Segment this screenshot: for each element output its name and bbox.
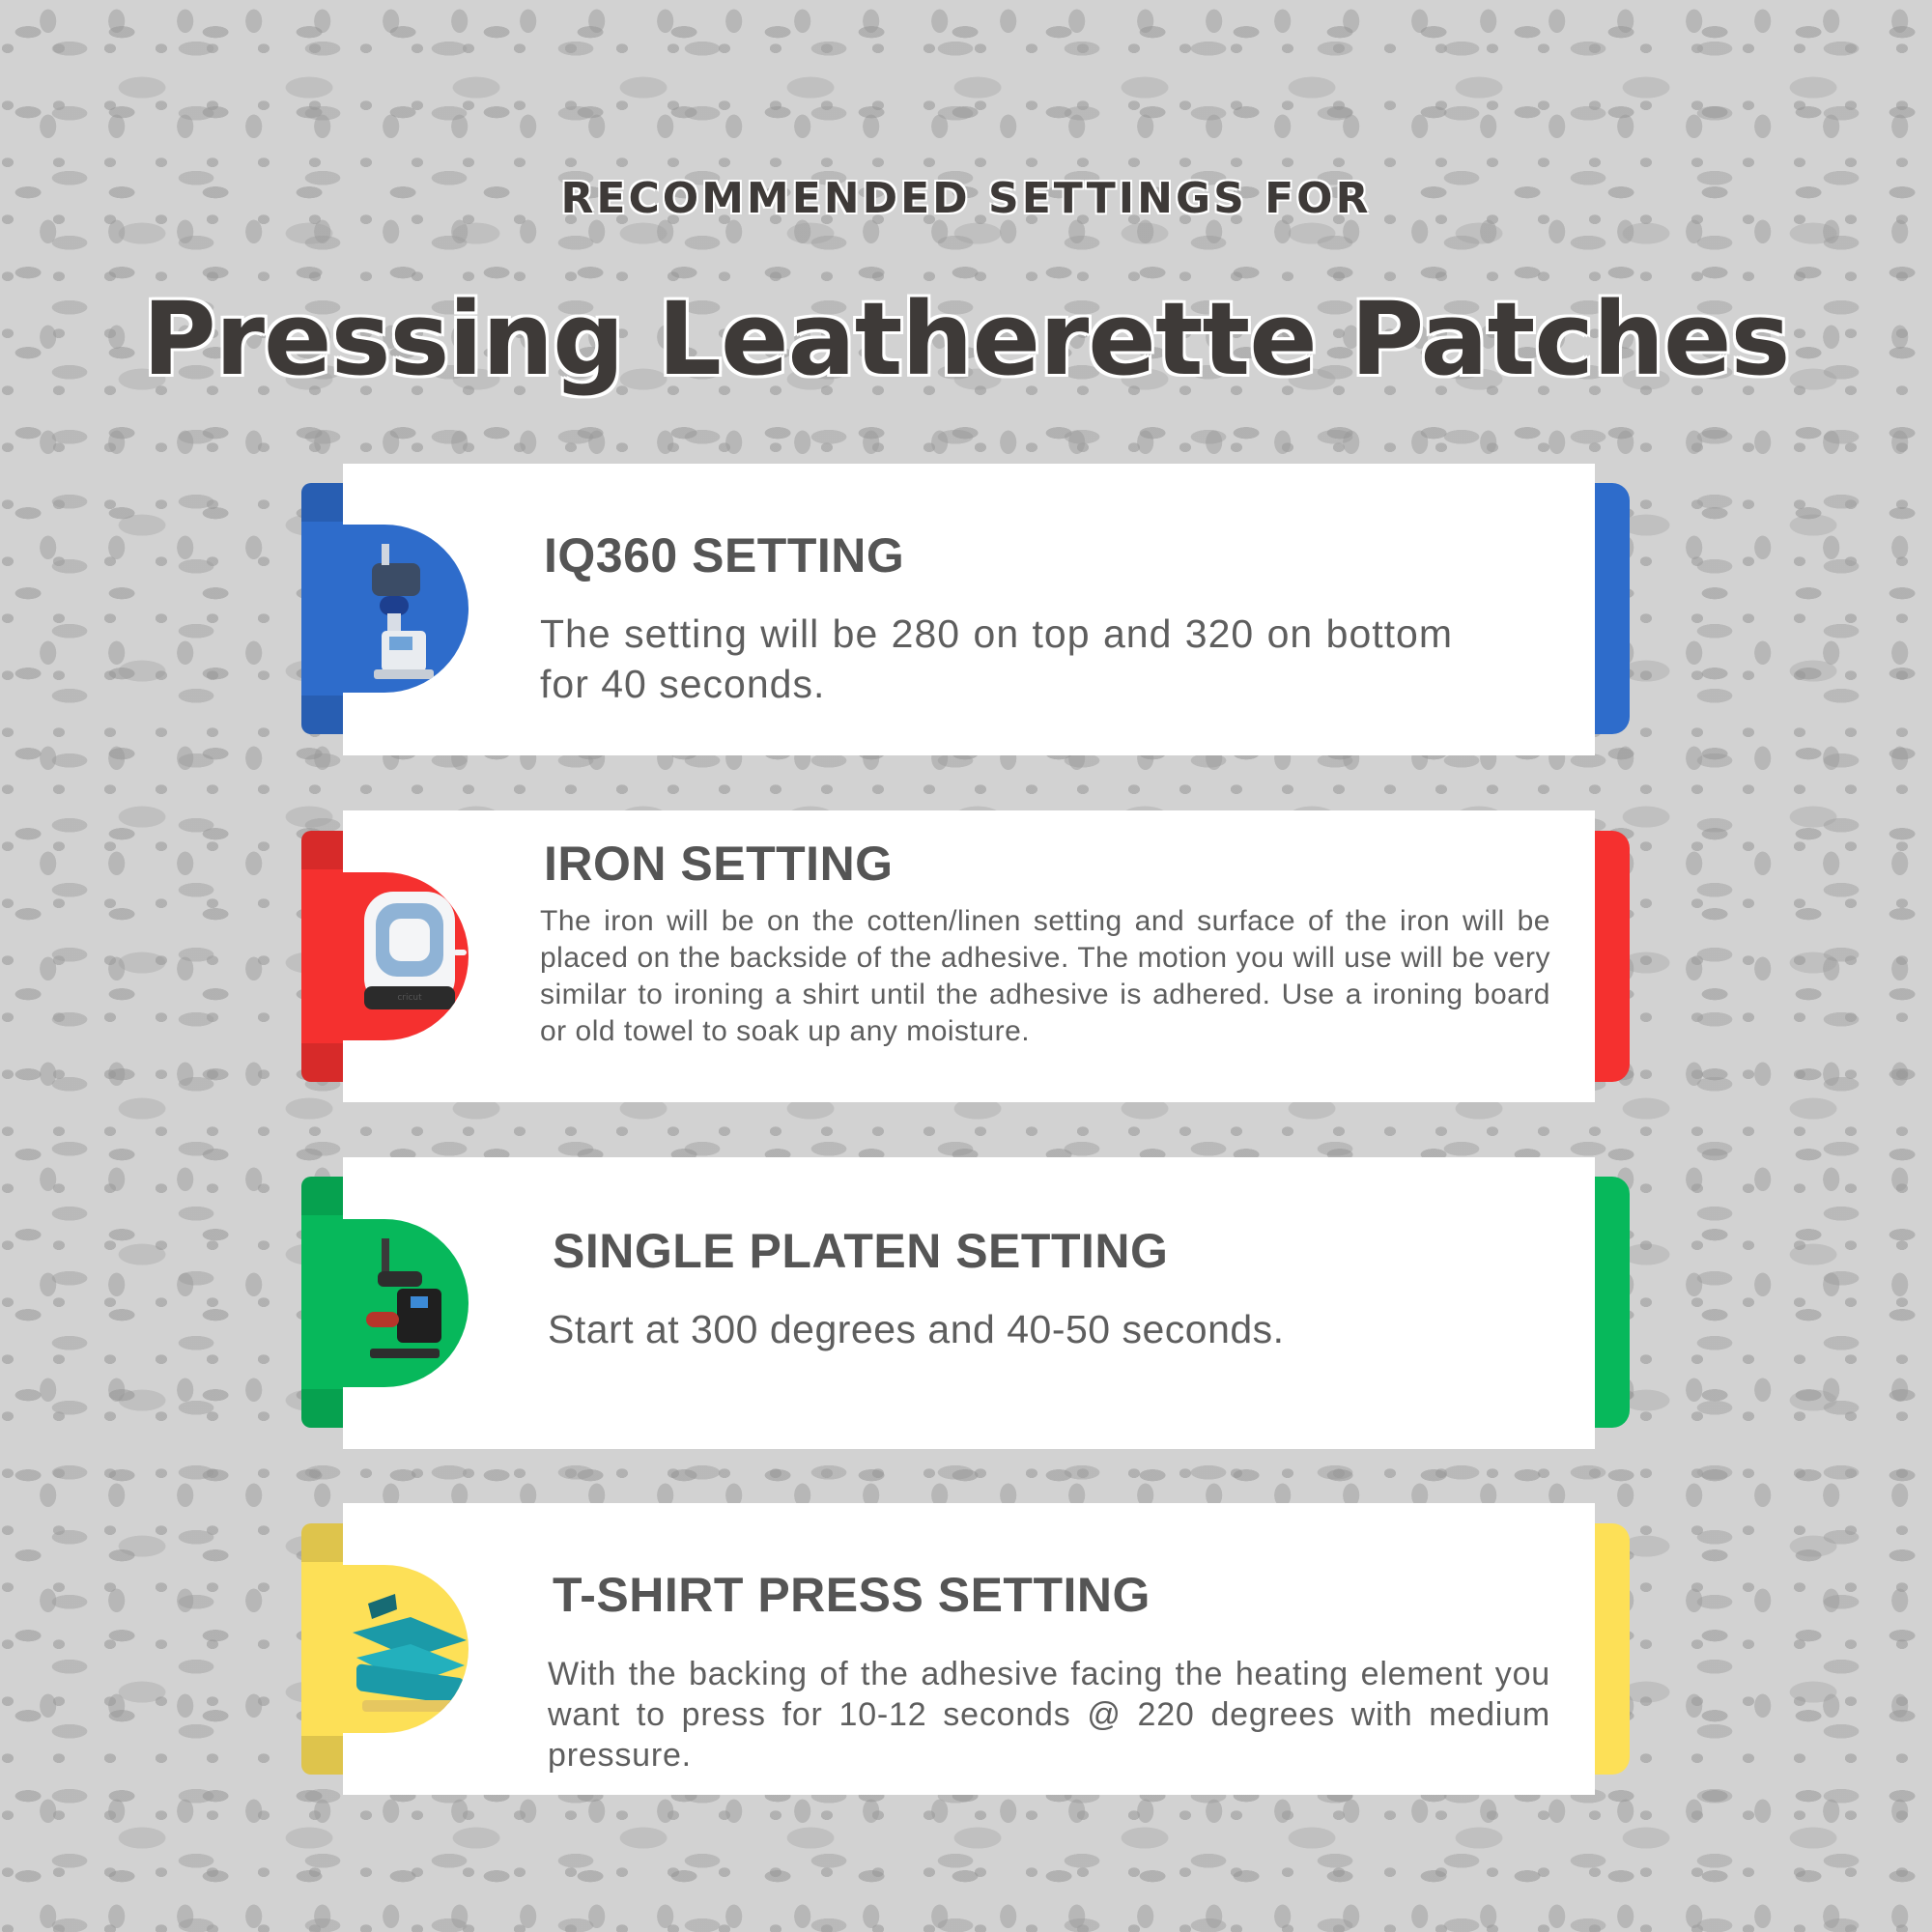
- page-title: Pressing Leatherette Patches: [142, 280, 1790, 398]
- setting-card-tshirt-press: [343, 1503, 1595, 1795]
- card-tab-left: [301, 483, 346, 734]
- card-text: With the backing of the adhesive facing the heating element you want to press for 10-12 seconds @ 220 degrees with medium pressure.: [548, 1656, 1550, 1774]
- card-title: T-SHIRT PRESS SETTING: [553, 1568, 1151, 1622]
- card-title: IRON SETTING: [544, 837, 894, 891]
- card-tab-left: [301, 831, 346, 1082]
- card-title: SINGLE PLATEN SETTING: [553, 1224, 1169, 1278]
- card-tab-left: [301, 1177, 346, 1428]
- card-text: The setting will be 280 on top and 320 on bottom for 40 seconds.: [540, 611, 1453, 706]
- setting-card-iron: [343, 810, 1595, 1102]
- card-text: The iron will be on the cotten/linen setting and surface of the iron will be placed on the backside of the adhesive. The motion you will use will be very similar to ironing a shirt until the adhesive is adhered. Use a ironing board or old towel to soak up any moisture.: [540, 905, 1550, 1047]
- card-tab-right: [1595, 831, 1630, 1082]
- card-text: Start at 300 degrees and 40-50 seconds.: [548, 1307, 1285, 1351]
- eyebrow-heading: RECOMMENDED SETTINGS FOR: [560, 174, 1372, 223]
- card-title: IQ360 SETTING: [544, 528, 905, 582]
- setting-card-iq360: [343, 464, 1595, 755]
- card-tab-right: [1595, 1523, 1630, 1775]
- card-tab-right: [1595, 1177, 1630, 1428]
- setting-card-single-platen: [343, 1157, 1595, 1449]
- card-tab-right: [1595, 483, 1630, 734]
- svg-text:cricut: cricut: [397, 993, 422, 1003]
- card-tab-left: [301, 1523, 346, 1775]
